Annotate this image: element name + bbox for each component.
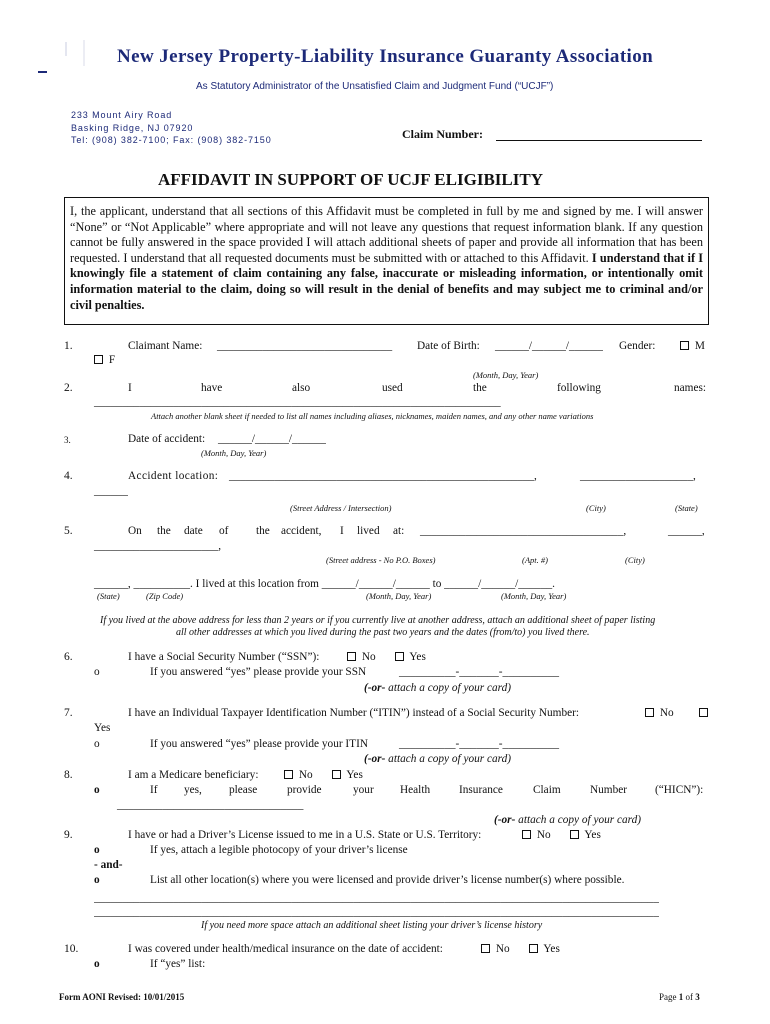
q4-hint-state: (State)	[675, 503, 698, 513]
q5-word: accident,	[281, 525, 322, 537]
page-of: of	[685, 992, 693, 1002]
q5-hint-apt: (Apt. #)	[522, 555, 548, 565]
q2-hint: Attach another blank sheet if needed to list all names including aliases, nicknames, maiden names, and any other name variations	[151, 411, 594, 421]
checkbox-f[interactable]	[94, 355, 103, 364]
q7-bullet: o	[94, 738, 100, 750]
q7-no-option[interactable]	[645, 707, 674, 719]
checkbox-yes[interactable]	[699, 708, 708, 717]
q4-state-field[interactable]: ______	[94, 485, 128, 497]
q8-word: If	[150, 784, 158, 796]
attach-text: attach a copy of your card)	[388, 753, 512, 765]
page-number: 1	[678, 992, 684, 1002]
checkbox-m[interactable]	[680, 341, 689, 350]
intro-warning: I understand that if I knowingly file a statement of claim containing any false, inaccurate or misleading information, or intentionally omit information material to the claim, doing so will result in the denial of benefits and may subject me to criminal and/or civil penalties.	[70, 250, 703, 312]
q3-label: Date of accident:	[128, 433, 206, 445]
association-logo	[36, 38, 96, 80]
q6-label: I have a Social Security Number (“SSN”):	[128, 651, 320, 663]
q2-word: used	[382, 382, 403, 394]
q8-word: Health	[400, 784, 431, 796]
claim-number-field[interactable]	[496, 140, 702, 141]
q8-word: yes,	[184, 784, 202, 796]
q9-license-field-2[interactable]: ____________________________________________________________________________________________________	[94, 906, 659, 918]
attach-or: (-or-	[494, 814, 516, 826]
q5-hint-zip: (Zip Code)	[146, 591, 184, 601]
q5-hint-to: (Month, Day, Year)	[501, 591, 567, 601]
checkbox-no[interactable]	[522, 830, 531, 839]
gender-m-label: M	[694, 340, 705, 352]
q2-word: names:	[674, 382, 706, 394]
q8-label: I am a Medicare beneficiary:	[128, 769, 259, 781]
intro-text: I, the applicant, understand that all sections of this Affidavit must be completed in full by me and signed by me. I will answer “None” or “Not Applicable” where appropriate and will not leave any questions that request information blank. If any question cannot be fully answered in the space provided I will attach additional sheets of paper and provide all information that has been requested. I understand that all requested documents must be submitted with or attached to this Affidavit.	[70, 204, 703, 265]
checkbox-yes[interactable]	[570, 830, 579, 839]
intro-statement	[64, 197, 709, 325]
q1-dob-field[interactable]: ______/______/______	[495, 340, 603, 352]
q6-no-option[interactable]	[347, 651, 376, 663]
q5-word: at:	[393, 525, 405, 537]
q7-yes-label: Yes	[94, 722, 111, 734]
checkbox-no[interactable]	[284, 770, 293, 779]
q8-word: Claim	[533, 784, 561, 796]
q8-attach-note	[494, 814, 641, 826]
attach-text: attach a copy of your card)	[518, 814, 642, 826]
q4-label: Accident location:	[128, 470, 219, 482]
address-street: 233 Mount Airy Road	[71, 110, 173, 120]
q6-bullet: o	[94, 666, 100, 678]
q1-gender-label: Gender:	[619, 340, 656, 352]
q2-number: 2.	[64, 382, 73, 394]
checkbox-yes[interactable]	[529, 944, 538, 953]
document-title: AFFIDAVIT IN SUPPORT OF UCJF ELIGIBILITY	[158, 170, 543, 189]
no-label: No	[536, 829, 551, 841]
q9-number: 9.	[64, 829, 73, 841]
q10-no-option[interactable]	[481, 943, 510, 955]
q2-word: I	[128, 382, 132, 394]
q1-dob-label: Date of Birth:	[417, 340, 480, 352]
q5-word: of	[219, 525, 229, 537]
q6-sub: If you answered “yes” please provide your SSN	[150, 666, 367, 678]
q2-names-field[interactable]: ________________________________________________________________________	[94, 396, 501, 408]
q1-gender-f[interactable]	[94, 354, 115, 366]
q7-label: I have an Individual Taxpayer Identification Number (“ITIN”) instead of a Social Security Number:	[128, 707, 580, 719]
q5-hint-street: (Street address - No P.O. Boxes)	[326, 555, 436, 565]
checkbox-yes[interactable]	[332, 770, 341, 779]
q1-claimant-label: Claimant Name:	[128, 340, 203, 352]
q3-date-field[interactable]: ______/______/______	[218, 433, 326, 445]
checkbox-no[interactable]	[645, 708, 654, 717]
checkbox-no[interactable]	[347, 652, 356, 661]
no-label: No	[659, 707, 674, 719]
q7-sub: If you answered “yes” please provide your ITIN	[150, 738, 369, 750]
q2-word: also	[292, 382, 311, 394]
organization-subtitle: As Statutory Administrator of the Unsatisfied Claim and Judgment Fund (“UCJF”)	[196, 81, 554, 92]
q7-itin-field[interactable]: __________-_______-__________	[399, 738, 560, 750]
q10-yes-option[interactable]	[529, 943, 560, 955]
q2-word: have	[201, 382, 223, 394]
organization-name: New Jersey Property-Liability Insurance Guaranty Association	[117, 46, 654, 67]
q10-number: 10.	[64, 943, 79, 955]
q10-sub: If “yes” list:	[150, 958, 206, 970]
checkbox-yes[interactable]	[395, 652, 404, 661]
q4-street-field[interactable]: ______________________________________________________,	[229, 470, 537, 482]
yes-label: Yes	[543, 943, 560, 955]
q5-apt-field[interactable]: ______,	[668, 525, 705, 537]
attach-or: (-or-	[364, 682, 386, 694]
q9-sub1: If yes, attach a legible photocopy of your driver’s license	[150, 844, 408, 856]
q4-number: 4.	[64, 470, 73, 482]
yes-label: Yes	[409, 651, 426, 663]
q9-sub2: List all other location(s) where you were licensed and provide driver’s license number(s) where possible.	[150, 874, 625, 886]
q1-name-field[interactable]: _______________________________	[217, 340, 393, 352]
address-note-line1: If you lived at the above address for less than 2 years or if you currently live at another address, attach an additional sheet of paper listing	[100, 615, 656, 626]
q5-word: lived	[357, 525, 380, 537]
attach-or: (-or-	[364, 753, 386, 765]
no-label: No	[298, 769, 313, 781]
page-total: 3	[695, 992, 700, 1002]
no-label: No	[361, 651, 376, 663]
q8-yes-option[interactable]	[332, 769, 363, 781]
q3-hint: (Month, Day, Year)	[201, 448, 267, 458]
address-note-line2: all other addresses at which you lived during the past two years and the dates (from/to) you lived there.	[176, 627, 590, 638]
q9-and: - and-	[94, 859, 123, 871]
address-phone: Tel: (908) 382-7100; Fax: (908) 382-7150	[71, 135, 272, 145]
q6-attach-note	[364, 682, 511, 694]
q7-yes-checkbox[interactable]	[699, 707, 711, 719]
no-label: No	[495, 943, 510, 955]
q8-number: 8.	[64, 769, 73, 781]
q5-street-field[interactable]: ____________________________________,	[420, 525, 627, 537]
q8-word: provide	[287, 784, 322, 796]
q9-bullet-2: o	[94, 874, 100, 886]
q8-bullet: o	[94, 784, 100, 796]
q5-hint-city: (City)	[625, 555, 645, 565]
q9-license-field-1[interactable]: ____________________________________________________________________________________________________	[94, 892, 659, 904]
q1-gender-m[interactable]	[680, 340, 705, 352]
q9-bullet-1: o	[94, 844, 100, 856]
gender-f-label: F	[108, 354, 116, 366]
q4-city-field[interactable]: ____________________,	[580, 470, 696, 482]
q7-number: 7.	[64, 707, 73, 719]
q4-hint-city: (City)	[586, 503, 606, 513]
q8-word: Insurance	[459, 784, 503, 796]
q2-word: the	[473, 382, 487, 394]
q5-city-field[interactable]: ______________________,	[94, 540, 222, 552]
q4-hint-street: (Street Address / Intersection)	[290, 503, 392, 513]
q5-word: I	[340, 525, 344, 537]
q9-no-option[interactable]	[522, 829, 551, 841]
q8-no-option[interactable]	[284, 769, 313, 781]
q8-hicn-field[interactable]: _________________________________	[117, 799, 304, 811]
q6-yes-option[interactable]	[395, 651, 426, 663]
checkbox-no[interactable]	[481, 944, 490, 953]
q6-number: 6.	[64, 651, 73, 663]
q8-word: Number	[590, 784, 628, 796]
q8-word: (“HICN”):	[655, 784, 704, 796]
q5-number: 5.	[64, 525, 73, 537]
q5-dates-line[interactable]: ______, __________. I lived at this location from ______/______/______ to ______/______/______.	[94, 578, 555, 590]
q5-hint-state: (State)	[97, 591, 120, 601]
q10-bullet: o	[94, 958, 100, 970]
q1-dob-hint: (Month, Day, Year)	[473, 370, 539, 380]
q1-number: 1.	[64, 340, 73, 352]
q8-word: your	[353, 784, 374, 796]
q9-yes-option[interactable]	[570, 829, 601, 841]
q8-word: please	[229, 784, 258, 796]
q5-hint-from: (Month, Day, Year)	[366, 591, 432, 601]
form-revision: Form AONI Revised: 10/01/2015	[59, 992, 185, 1002]
yes-label: Yes	[584, 829, 601, 841]
address-city: Basking Ridge, NJ 07920	[71, 123, 194, 133]
q5-word: date	[184, 525, 203, 537]
q9-hint: If you need more space attach an additional sheet listing your driver’s license history	[201, 920, 543, 931]
q7-attach-note	[364, 753, 511, 765]
page-indicator	[659, 992, 700, 1002]
q5-word: On	[128, 525, 142, 537]
q9-label: I have or had a Driver’s License issued to me in a U.S. State or U.S. Territory:	[128, 829, 482, 841]
q5-word: the	[157, 525, 171, 537]
claim-number-label: Claim Number:	[402, 127, 483, 141]
yes-label: Yes	[346, 769, 363, 781]
q10-label: I was covered under health/medical insurance on the date of accident:	[128, 943, 443, 955]
q6-ssn-field[interactable]: __________-_______-__________	[399, 666, 560, 678]
attach-text: attach a copy of your card)	[388, 682, 512, 694]
q5-word: the	[256, 525, 270, 537]
page-word: Page	[659, 992, 677, 1002]
q2-word: following	[557, 382, 601, 394]
q3-number: 3.	[64, 435, 71, 445]
